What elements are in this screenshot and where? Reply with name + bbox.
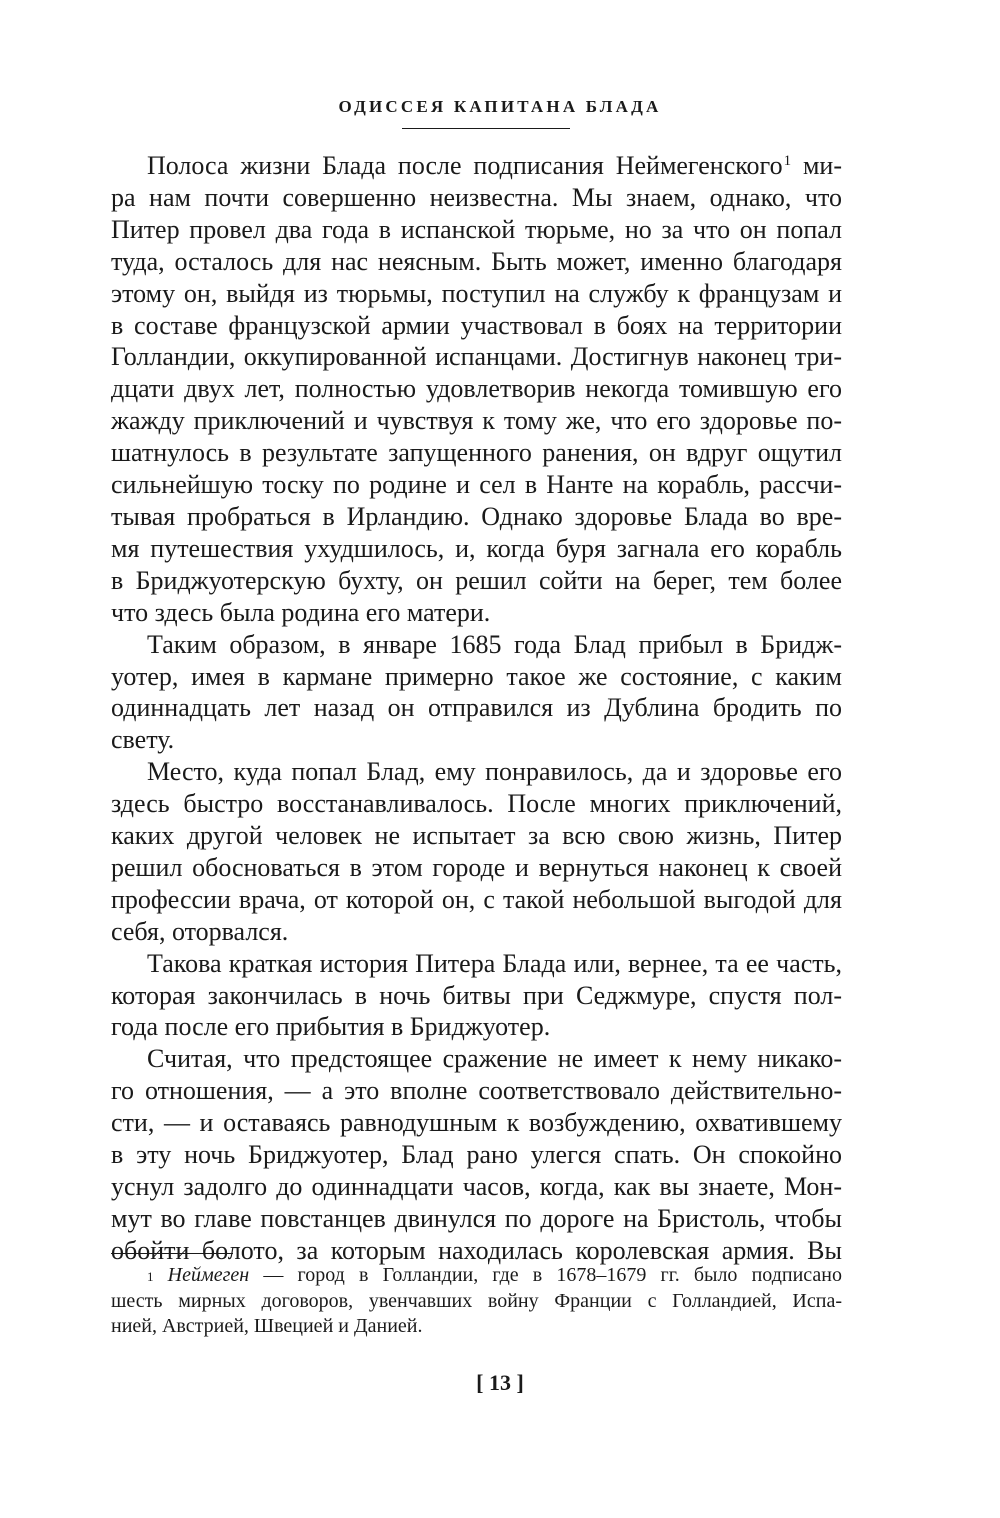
text-line bbox=[111, 182, 842, 214]
running-head: ОДИССЕЯ КАПИТАНА БЛАДА bbox=[338, 97, 662, 116]
text-line bbox=[111, 1011, 842, 1043]
text-line-content: ра нам почти совершенно неизвестна. Мы знаем, однако, что bbox=[111, 182, 842, 212]
text-line bbox=[111, 692, 842, 724]
text-line bbox=[111, 1139, 842, 1171]
text-line bbox=[111, 565, 842, 597]
footnote-reference: 1 bbox=[783, 153, 792, 169]
footnote-text: — город в Голландии, где в 1678–1679 гг. было подписано bbox=[249, 1264, 842, 1286]
footnote-rule bbox=[111, 1253, 233, 1254]
text-line-content: уотер, имея в кармане примерно такое же состояние, с каким bbox=[111, 661, 842, 691]
text-line-content: Место, куда попал Блад, ему понравилось, да и здоровье его bbox=[147, 757, 842, 787]
text-line bbox=[111, 1203, 842, 1235]
text-line-content: что здесь была родина его матери. bbox=[111, 597, 491, 627]
text-line bbox=[111, 373, 842, 405]
text-line bbox=[111, 405, 842, 437]
text-line bbox=[111, 341, 842, 373]
header-rule bbox=[402, 128, 570, 129]
text-line bbox=[111, 310, 842, 342]
text-line-content: решил обосноваться в этом городе и вернуться наконец к своей bbox=[111, 852, 842, 882]
text-line bbox=[111, 1171, 842, 1203]
text-line bbox=[111, 1043, 842, 1075]
text-line bbox=[111, 980, 842, 1012]
text-line-content: жажду приключений и чувствуя к тому же, что его здоровье по- bbox=[111, 406, 842, 436]
text-line-content: которая закончилась в ночь битвы при Седжмуре, спустя пол- bbox=[111, 980, 842, 1010]
text-line-continuation: ми- bbox=[791, 151, 842, 180]
text-line bbox=[111, 469, 842, 501]
text-line-content: уснул задолго до одиннадцати часов, когда, как вы знаете, Мон- bbox=[111, 1172, 842, 1201]
text-line bbox=[111, 150, 842, 182]
text-line bbox=[111, 724, 842, 756]
footnote bbox=[111, 1263, 842, 1340]
footnote-term: Неймеген bbox=[167, 1264, 250, 1286]
text-line-content: го отношения, — а это вполне соответствовало действительно- bbox=[111, 1076, 842, 1106]
text-line bbox=[111, 788, 842, 820]
text-line-content: в составе французской армии участвовал в боях на территории bbox=[111, 310, 842, 340]
text-line-content: каких другой человек не испытает за всю свою жизнь, Питер bbox=[111, 821, 842, 851]
text-line-content: Считая, что предстоящее сражение не имеет к нему никако- bbox=[147, 1044, 842, 1074]
text-line-content: дцати двух лет, полностью удовлетворив некогда томившую его bbox=[111, 374, 842, 404]
footnote-marker: 1 bbox=[147, 1269, 154, 1284]
text-line-content: года после его прибытия в Бриджуотер. bbox=[111, 1012, 551, 1042]
text-line bbox=[111, 533, 842, 565]
text-line bbox=[111, 246, 842, 278]
text-line bbox=[111, 1235, 842, 1267]
text-line-content: этому он, выйдя из тюрьмы, поступил на службу к французам и bbox=[111, 278, 842, 308]
text-line bbox=[111, 852, 842, 884]
text-line-content: туда, осталось для нас неясным. Быть может, именно благодаря bbox=[111, 246, 842, 276]
text-line-content: мя путешествия ухудшилось, и, когда буря загнала его корабль bbox=[111, 533, 842, 563]
text-line bbox=[111, 756, 842, 788]
text-line bbox=[111, 1075, 842, 1107]
text-line bbox=[111, 597, 842, 629]
text-line-content: в эту ночь Бриджуотер, Блад рано улегся спать. Он спокойно bbox=[111, 1140, 842, 1170]
text-line-content: шатнулось в результате запущенного ранения, он вдруг ощутил bbox=[111, 438, 842, 468]
text-line-content: здесь быстро восстанавливалось. После многих приключений, bbox=[111, 789, 842, 819]
text-line-content: обойти болото, за которым находилась королевская армия. Вы bbox=[111, 1235, 842, 1265]
text-line-content: свету. bbox=[111, 725, 175, 755]
footnote-line: шесть мирных договоров, увенчавших войну Франции с Голландией, Испа- bbox=[111, 1289, 842, 1312]
text-line-content: себя, оторвался. bbox=[111, 916, 289, 946]
text-line-content: профессии врача, от которой он, с такой небольшой выгодой для bbox=[111, 884, 842, 914]
text-line-content: Такова краткая история Питера Блада или, вернее, та ее часть, bbox=[147, 948, 842, 978]
text-line bbox=[111, 884, 842, 916]
text-line-content: тывая пробраться в Ирландию. Однако здоровье Блада во вре- bbox=[111, 501, 842, 531]
footnote-line: нией, Австрией, Швецией и Данией. bbox=[111, 1315, 423, 1337]
text-line bbox=[111, 278, 842, 310]
text-line bbox=[111, 948, 842, 980]
text-line bbox=[111, 629, 842, 661]
footnote-line bbox=[111, 1263, 842, 1289]
text-line bbox=[111, 916, 842, 948]
page-number: [ 13 ] bbox=[476, 1370, 524, 1395]
text-line-content: сильнейшую тоску по родине и сел в Нанте на корабль, рассчи- bbox=[111, 470, 842, 500]
text-line-content: в Бриджуотерскую бухту, он решил сойти на берег, тем более bbox=[111, 565, 842, 595]
text-line-content: одиннадцать лет назад он отправился из Дублина бродить по bbox=[111, 693, 842, 723]
text-line bbox=[111, 661, 842, 693]
text-line-content: сти, — и оставаясь равнодушным к возбуждению, охватившему bbox=[111, 1108, 842, 1138]
text-line-content: Питер провел два года в испанской тюрьме, но за что он попал bbox=[111, 214, 842, 244]
body-text bbox=[111, 150, 842, 1267]
text-line bbox=[111, 437, 842, 469]
text-line-content: Таким образом, в январе 1685 года Блад прибыл в Бридж- bbox=[147, 629, 842, 659]
text-line bbox=[111, 501, 842, 533]
text-line-content: Голландии, оккупированной испанцами. Достигнув наконец три- bbox=[111, 342, 842, 372]
text-line bbox=[111, 820, 842, 852]
text-line bbox=[111, 1107, 842, 1139]
text-line-content: Полоса жизни Блада после подписания Неймегенского bbox=[147, 151, 783, 180]
text-line bbox=[111, 214, 842, 246]
text-line-content: мут во главе повстанцев двинулся по дороге на Бристоль, чтобы bbox=[111, 1203, 842, 1233]
